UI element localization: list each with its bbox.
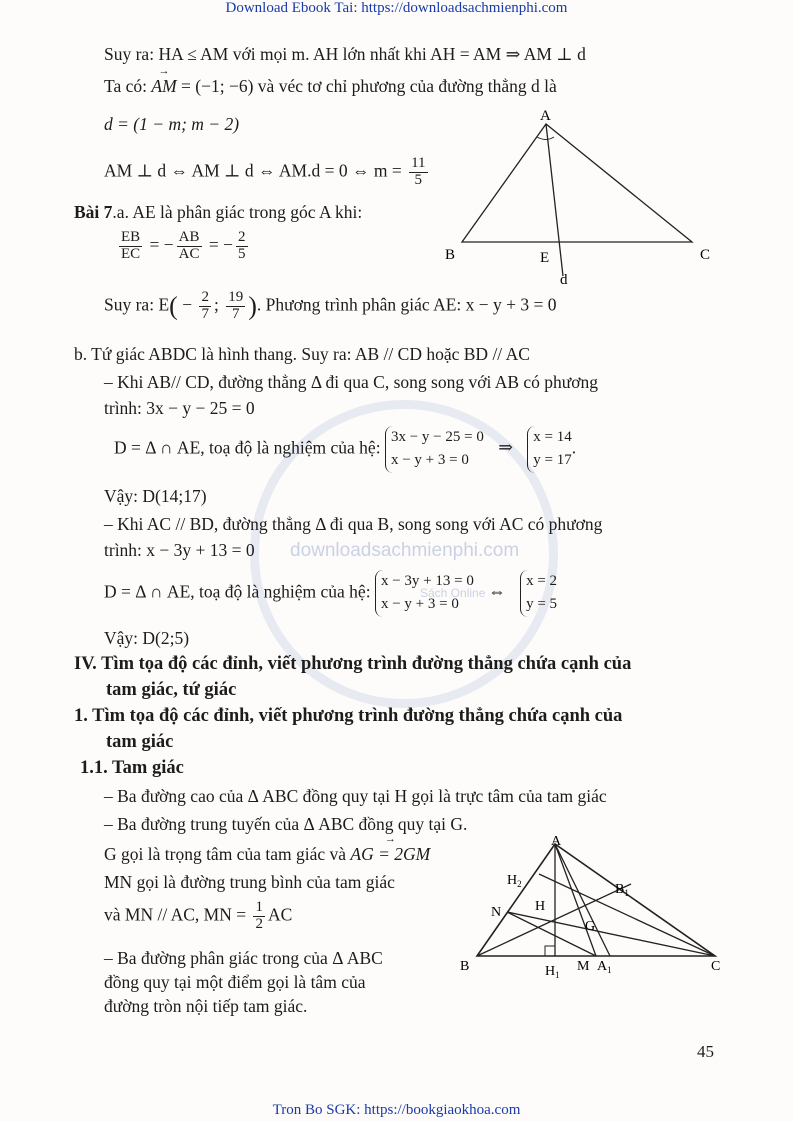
part-b-line: b. Tứ giác ABDC là hình thang. Suy ra: AB // CD hoặc BD // AC: [74, 344, 530, 364]
fig2-label-G: G: [585, 919, 596, 934]
section-1-heading-cont: tam giác: [106, 732, 174, 752]
fig2-label-C: C: [711, 959, 721, 974]
text-line: Ta có: → AM = (−1; −6) và véc tơ chỉ phương của đường thẳng d là: [104, 76, 557, 97]
text-line: – Ba đường trung tuyến của Δ ABC đồng quy tại G.: [104, 814, 468, 834]
text-line: G gọi là trọng tâm của tam giác và → AG = 2GM: [104, 844, 430, 865]
fig1-label-C: C: [700, 247, 711, 263]
section-IV-heading: IV. Tìm tọa độ các đỉnh, viết phương trình đường thẳng chứa cạnh của: [74, 654, 632, 674]
section-1-1-heading: 1.1. Tam giác: [80, 758, 184, 778]
system-1: D = Δ ∩ AE, toạ độ là nghiệm của hệ: 3x − y − 25 = 0 x − y + 3 = 0 ⇒ x = 14 y = 17 .: [114, 426, 576, 473]
text-line: Vậy: D(2;5): [104, 628, 190, 648]
text-line: và MN // AC, MN = $\frac{1}{2}$ AC: [104, 899, 293, 932]
section-IV-heading-cont: tam giác, tứ giác: [106, 680, 237, 700]
fig1-label-B: B: [445, 247, 456, 263]
fig2-label-H: H: [535, 899, 546, 914]
fig2-label-H2: $H_2$: [507, 873, 522, 889]
text-line: – Ba đường phân giác trong của Δ ABC: [104, 948, 383, 968]
text-line: đồng quy tại một điểm gọi là tâm của: [104, 972, 366, 992]
text-line: Vậy: D(14;17): [104, 486, 207, 506]
system-2: D = Δ ∩ AE, toạ độ là nghiệm của hệ: x − 3y + 13 = 0 x − y + 3 = 0 ⇔ x = 2 y = 5: [104, 570, 557, 617]
page-number: 45: [697, 1042, 714, 1061]
header-download-link[interactable]: Download Ebook Tai: https://downloadsachmienphi.com: [225, 0, 568, 16]
exercise-7-heading: Bài 7.a. AE là phân giác trong góc A khi:: [74, 202, 363, 222]
fig1-label-E: E: [540, 250, 550, 266]
footer-sgk-link[interactable]: Tron Bo SGK: https://bookgiaokhoa.com: [272, 1102, 521, 1118]
fig2-label-A1: $A_1$: [597, 959, 612, 975]
figure-triangle-centers: [455, 830, 735, 980]
fig2-label-N: N: [491, 905, 502, 920]
text-line: – Khi AB// CD, đường thẳng Δ đi qua C, song song với AB có phương: [104, 372, 599, 392]
watermark-text: downloadsachmienphi.com: [290, 540, 520, 561]
watermark-subtext: Sách Online: [420, 586, 486, 600]
fig2-label-A: A: [551, 834, 562, 849]
fig2-label-B1: $B_1$: [615, 882, 629, 898]
ratio-formula: $\frac{EB}{EC}$ = − $\frac{AB}{AC}$ = − $\frac{2}{5}$: [121, 229, 246, 262]
fig1-label-d: d: [560, 272, 568, 288]
fig2-label-H1: $H_1$: [545, 964, 560, 980]
text-line: AM ⊥ d ⇔ AM ⊥ d ⇔ AM.d = 0 ⇔ m = $\frac{11}{5}$: [104, 155, 426, 188]
text-line: trình: x − 3y + 13 = 0: [104, 540, 255, 560]
text-line: đường tròn nội tiếp tam giác.: [104, 996, 308, 1016]
figure-triangle-bisector: [440, 108, 740, 288]
fig2-label-B: B: [460, 959, 470, 974]
vector-d-formula: d = (1 − m; m − 2): [104, 114, 240, 134]
fig2-label-M: M: [577, 959, 590, 974]
section-1-heading: 1. Tìm tọa độ các đỉnh, viết phương trình đường thẳng chứa cạnh của: [74, 706, 623, 726]
text-line: trình: 3x − y − 25 = 0: [104, 398, 255, 418]
text-line: – Ba đường cao của Δ ABC đồng quy tại H gọi là trực tâm của tam giác: [104, 786, 607, 806]
text-line: Suy ra: HA ≤ AM với mọi m. AH lớn nhất khi AH = AM ⇒ AM ⊥ d: [104, 44, 586, 64]
fig1-label-A: A: [540, 108, 551, 124]
point-E-line: Suy ra: E( − $\frac{2}{7}$ ; $\frac{19}{7}$ ). Phương trình phân giác AE: x − y + 3 = 0: [104, 289, 557, 322]
text-line: MN gọi là đường trung bình của tam giác: [104, 872, 395, 892]
text-line: – Khi AC // BD, đường thẳng Δ đi qua B, song song với AC có phương: [104, 514, 603, 534]
